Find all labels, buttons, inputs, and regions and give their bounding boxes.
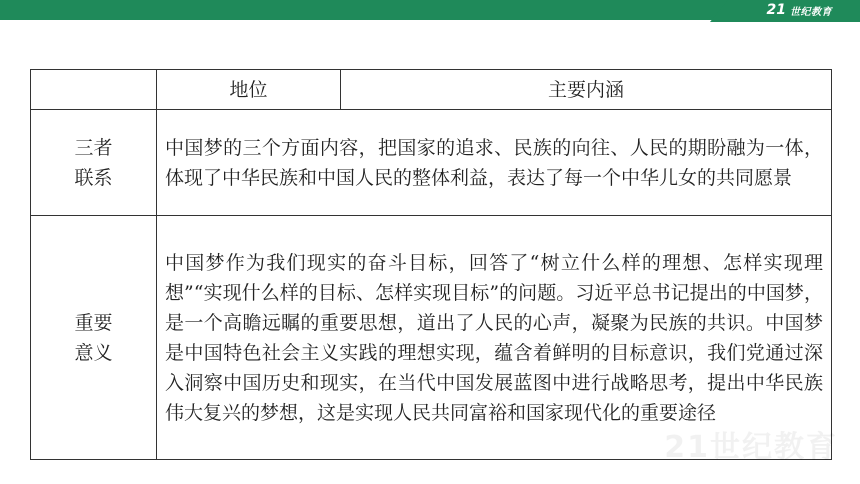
row-label-cell — [31, 110, 157, 216]
header-cell-position: 地位 — [157, 70, 341, 110]
table-header-row — [31, 70, 832, 110]
row-content: 中国梦的三个方面内容，把国家的追求、民族的向往、人民的期盼融为一体，体现了中华民族和中国人民的整体利益，表达了每一个中华儿女的共同愿景 — [157, 110, 832, 216]
table-row-connection — [31, 110, 832, 216]
row-label-line: 重要 — [74, 311, 113, 334]
header-cell-meaning: 主要内涵 — [341, 70, 832, 110]
row-label-line: 三者 — [74, 136, 113, 159]
brand-logo — [767, 2, 832, 18]
brand-logo-text: 世纪教育 — [790, 6, 832, 18]
watermark: 21世纪教育 — [664, 430, 838, 465]
row-label-cell — [31, 216, 157, 460]
content-table — [30, 69, 832, 460]
row-content: 中国梦作为我们现实的奋斗目标，回答了“树立什么样的理想、怎样实现理想”“实现什么样的目标、怎样实现目标”的问题。习近平总书记提出的中国梦，是一个高瞻远瞩的重要思想，道出了人民的心声，凝聚为民族的共识。中国梦是中国特色社会主义实践的理想实现，蕴含着鲜明的目标意识，我们党通过深入洞察中国历史和现实，在当代中国发展蓝图中进行战略思考，提出中华民族伟大复兴的梦想，这是实现人民共同富裕和国家现代化的重要途径 — [157, 216, 832, 460]
runner-logo-icon: 21 — [766, 2, 786, 18]
header-cell-empty — [31, 70, 157, 110]
table-row-significance — [31, 216, 832, 460]
row-label-line: 联系 — [74, 166, 113, 189]
row-label-line: 意义 — [74, 341, 113, 364]
